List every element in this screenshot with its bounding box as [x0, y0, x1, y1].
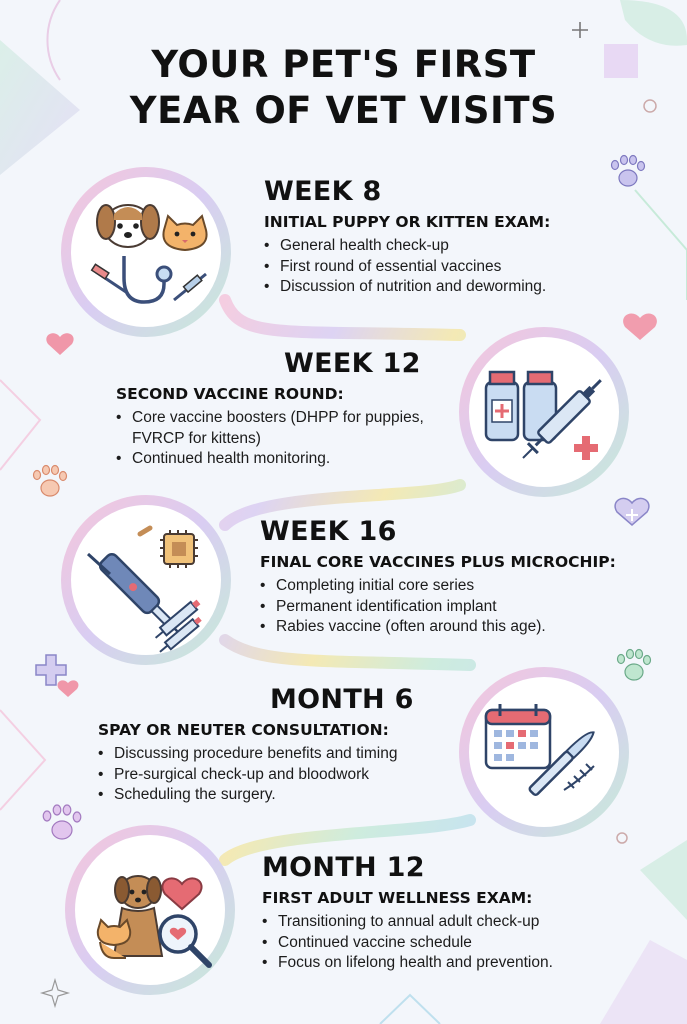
step-heading: WEEK 8 [264, 176, 382, 207]
step-list [264, 236, 674, 298]
step-week-8 [264, 176, 674, 298]
step-heading: WEEK 16 [260, 516, 397, 547]
step-list [260, 576, 680, 638]
step-week-12 [116, 348, 436, 470]
list-item: • Scheduling the surgery. [98, 785, 458, 806]
list-item: • Permanent identification implant [260, 597, 680, 618]
list-item: • First round of essential vaccines [264, 257, 674, 278]
step-subheading: SPAY OR NEUTER CONSULTATION: [98, 721, 389, 739]
page-title [0, 42, 687, 134]
microchip-implanter-icon [66, 500, 226, 660]
paw-icon [34, 466, 67, 497]
list-item: • Continued health monitoring. [116, 449, 436, 470]
list-item: • Completing initial core series [260, 576, 680, 597]
step-heading: MONTH 12 [262, 852, 425, 883]
list-item: • Discussion of nutrition and deworming. [264, 277, 674, 298]
list-item: • Rabies vaccine (often around this age). [260, 617, 680, 638]
calendar-scalpel-icon [464, 672, 624, 832]
dog-cat-stethoscope-icon [66, 172, 226, 332]
list-item: • Transitioning to annual adult check-up [262, 912, 680, 933]
list-item: • Discussing procedure benefits and timing [98, 744, 458, 765]
step-subheading: INITIAL PUPPY OR KITTEN EXAM: [264, 213, 551, 231]
list-item: • Continued vaccine schedule [262, 933, 680, 954]
step-list [98, 744, 458, 806]
title-line-1: YOUR PET'S FIRST [151, 43, 536, 86]
step-heading: MONTH 6 [270, 684, 414, 715]
step-week-16 [260, 516, 680, 638]
list-item: • General health check-up [264, 236, 674, 257]
list-item: • Focus on lifelong health and prevention. [262, 953, 680, 974]
step-list [262, 912, 680, 974]
step-month-6 [98, 684, 458, 806]
adult-pets-magnifier-icon [70, 830, 230, 990]
heart-icon [58, 680, 79, 697]
list-item: • Pre-surgical check-up and bloodwork [98, 765, 458, 786]
list-item: • Core vaccine boosters (DHPP for puppies, FVRCP for kittens) [116, 408, 436, 449]
vaccine-vials-syringe-icon [464, 332, 624, 492]
step-heading: WEEK 12 [284, 348, 421, 379]
heart-icon [623, 313, 657, 340]
step-subheading: SECOND VACCINE ROUND: [116, 385, 344, 403]
step-subheading: FIRST ADULT WELLNESS EXAM: [262, 889, 533, 907]
step-list [116, 408, 436, 470]
title-line-2: YEAR OF VET VISITS [129, 89, 558, 132]
step-month-12 [262, 852, 680, 974]
heart-icon [46, 333, 73, 355]
step-subheading: FINAL CORE VACCINES PLUS MICROCHIP: [260, 553, 616, 571]
